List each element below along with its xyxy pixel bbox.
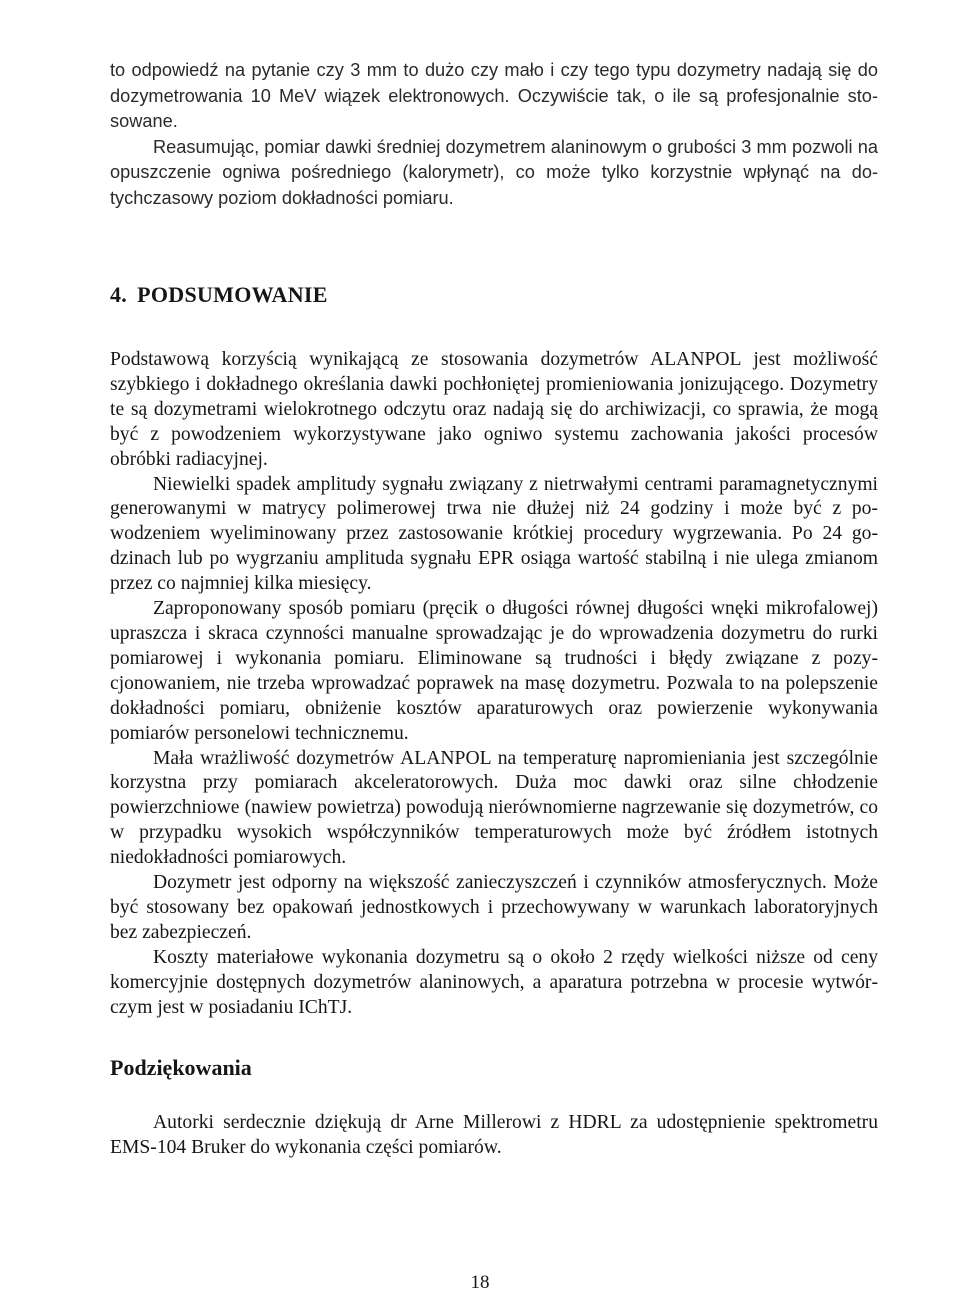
summary-text (110, 348, 878, 1020)
intro-text (110, 58, 878, 211)
intro-paragraph-2: Reasumując, pomiar dawki średniej dozymetrem alaninowym o grubości 3 mm pozwoli na opuszczenie ogniwa pośredniego (kalorymetr), co może tylko korzystnie wpłynąć na dotychczasowy poziom dokładności pomiaru. (110, 136, 878, 208)
summary-paragraph-6: Koszty materiałowe wykonania dozymetru są o około 2 rzędy wielkości niższe od ceny komercyjnie dostępnych dozymetrów alaninowych, a aparatura potrzebna w procesie wytwórczym jest w posiadaniu IChTJ. (110, 946, 878, 1018)
page-number: 18 (470, 1272, 490, 1293)
summary-paragraph-5: Dozymetr jest odporny na większość zanieczyszczeń i czynników atmosferycznych. Może być stosowany bez opakowań jednostkowych i przechowywany w warunkach laboratoryjnych bez zabezpieczeń. (110, 872, 878, 943)
summary-paragraph-2: Niewielki spadek amplitudy sygnału związany z nietrwałymi centrami paramagnetycznymi generowanymi w matrycy polimerowej trwa nie dłużej niż 24 godziny i może być z powodzeniem wyeliminowany przez zastosowanie krótkiej procedury wygrzewania. Po 24 godzinach lub po wygrzaniu amplituda sygnału EPR osiąga wartość stabilną i nie ulega zmianom przez co najmniej kilka miesięcy. (110, 473, 878, 595)
section-title: PODSUMOWANIE (137, 282, 328, 307)
summary-paragraph-3: Zaproponowany sposób pomiaru (pręcik o długości równej długości wnęki mikrofalowej) upraszcza i skraca czynności manualne sprowadzając je do wprowadzenia dozymetru do rurki pomiarowej i wykonania pomiaru. Eliminowane są trudności i błędy związane z pozycjonowaniem, nie trzeba wprowadzać poprawek na masę dozymetru. Pozwala to na polepszenie dokładności pomiaru, obniżenie kosztów aparaturowych oraz powierzenie wykonywania pomiarów personelowi technicznemu. (110, 598, 878, 744)
intro-paragraph-1: to odpowiedź na pytanie czy 3 mm to dużo czy mało i czy tego typu dozymetry nadają się do dozymetrowania 10 MeV wiązek elektronowych. Oczywiście tak, o ile są profesjonalnie stosowane. (110, 60, 878, 131)
section-heading (110, 282, 328, 308)
summary-paragraph-1: Podstawową korzyścią wynikającą ze stosowania dozymetrów ALANPOL jest możliwość szybkiego i dokładnego określania dawki pochłoniętej promieniowania jonizującego. Dozymetry te są dozymetrami wielokrotnego odczytu oraz nadają się do archiwizacji, co sprawia, że mogą być z powodzeniem wykorzystywane jako ogniwo systemu zachowania jakości procesów obróbki radiacyjnej. (110, 349, 878, 470)
section-number: 4. (110, 282, 128, 307)
acknowledgements-text (110, 1111, 878, 1161)
summary-paragraph-4: Mała wrażliwość dozymetrów ALANPOL na temperaturę napromieniania jest szczególnie korzystna przy pomiarach akceleratorowych. Duża moc dawki oraz silne chłodzenie powierzchniowe (nawiew powietrza) powodują nierównomierne nagrzewanie się dozymetrów, co w przypadku wysokich współczynników temperaturowych może być źródłem istotnych niedokładności pomiarowych. (110, 747, 878, 869)
acknowledgements-heading: Podziękowania (110, 1055, 252, 1080)
acknowledgements-paragraph: Autorki serdecznie dziękują dr Arne Millerowi z HDRL za udostępnienie spektrometru EMS-104 Bruker do wykonania części pomiarów. (110, 1112, 878, 1158)
